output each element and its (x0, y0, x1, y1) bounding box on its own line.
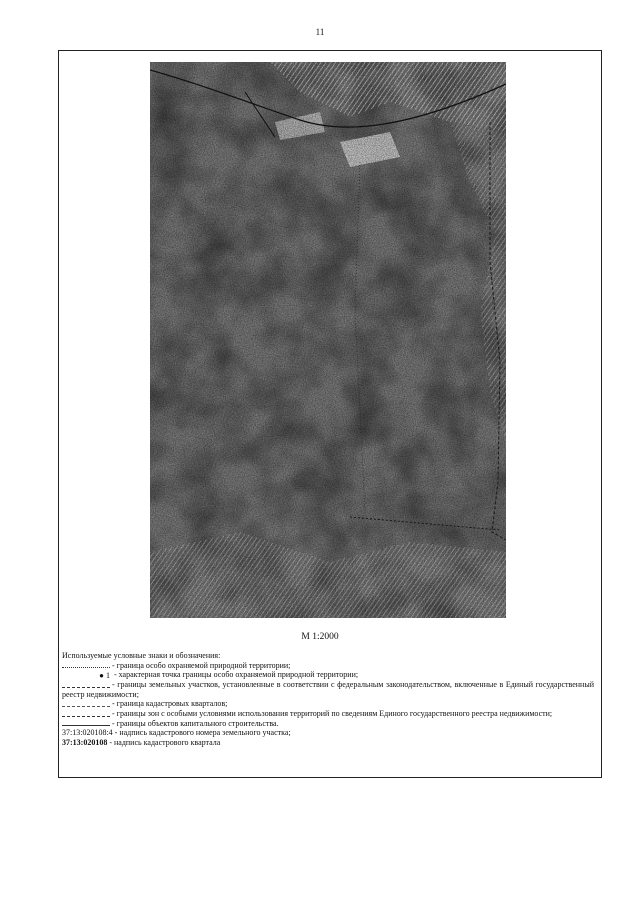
aerial-photo-drawing (150, 62, 506, 618)
legend-item-boundary-point: ● 1 - характерная точка границы особо охраняемой природной территории; (62, 670, 594, 680)
map-scale-caption: М 1:2000 (301, 632, 339, 642)
solid-line-symbol (62, 721, 110, 726)
legend-item-construction-objects: - границы объектов капитального строительства. (62, 719, 594, 729)
quarter-number-example: 37:13:020108 (62, 737, 108, 747)
dashed-line-symbol (62, 683, 110, 688)
aerial-map (150, 62, 506, 618)
legend (62, 651, 594, 747)
legend-item-special-zones: - границы зон с особыми условиями использования территорий по сведениям Единого государственного реестра недвижимости; (62, 709, 594, 719)
legend-item-quarter-label: 37:13:020108 - надпись кадастрового квартала (62, 737, 221, 747)
legend-item-land-plot-boundaries: - границы земельных участков, установленные в соответствии с федеральным законодательством, включенные в Единый государственный реестр недвижимости; (62, 680, 594, 699)
dotted-line-symbol (62, 663, 110, 668)
dashed-line-symbol (62, 712, 110, 717)
legend-item-cadastral-quarter-boundary: - граница кадастровых кварталов; (62, 699, 594, 709)
fine-dashed-line-symbol (62, 702, 110, 707)
page-number: 11 (315, 27, 325, 37)
legend-heading: Используемые условные знаки и обозначения: (62, 651, 221, 660)
point-marker-symbol: ● 1 (99, 670, 110, 680)
legend-item-protected-area-boundary: - граница особо охраняемой природной территории; (62, 661, 594, 671)
plot-number-example: 37:13:020108:4 (62, 728, 113, 738)
legend-item-plot-number-label: 37:13:020108:4 - надпись кадастрового номера земельного участка; (62, 728, 291, 738)
